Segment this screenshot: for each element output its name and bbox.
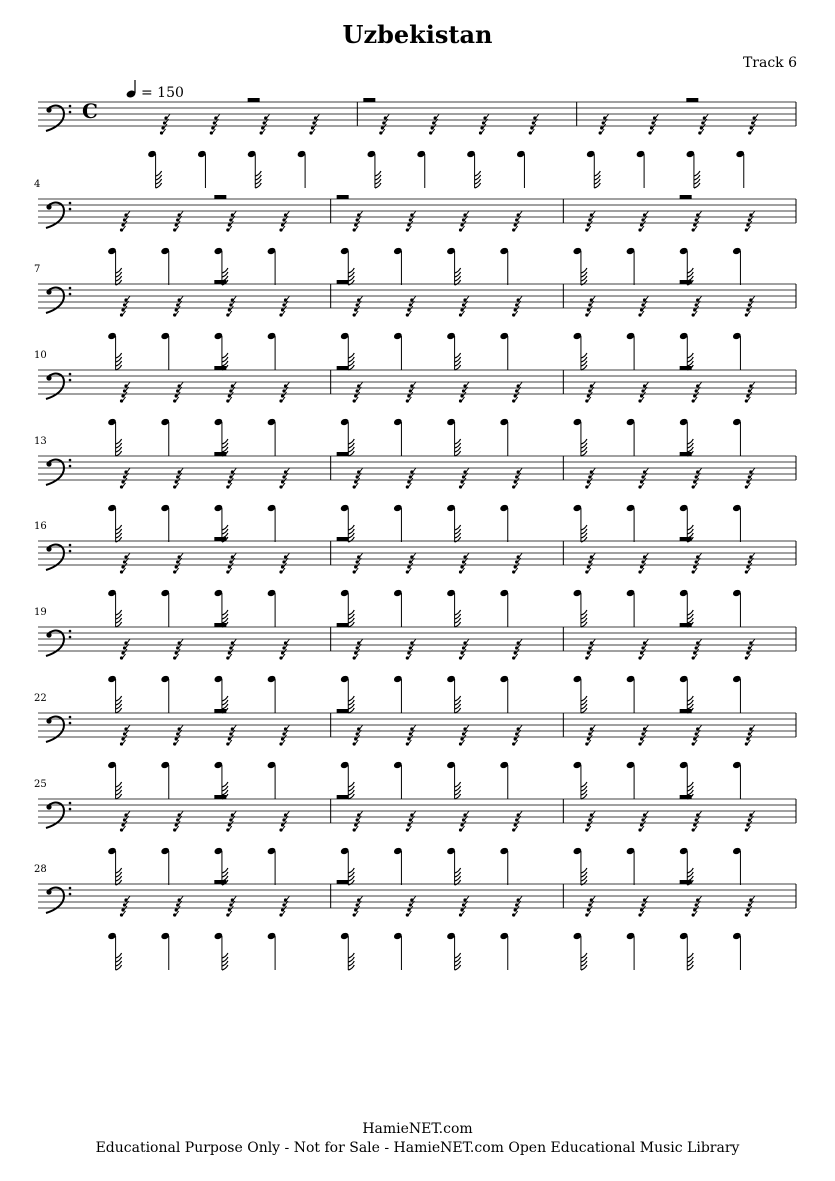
bass-clef-icon xyxy=(46,630,71,656)
bass-clef-icon xyxy=(46,202,71,228)
sixty-fourth-rest xyxy=(698,114,708,135)
sixty-fourth-rest xyxy=(379,114,389,135)
footer-note: Educational Purpose Only - Not for Sale - HamieNET.com Open Educational Music Library xyxy=(95,1140,740,1156)
sixty-fourth-rest xyxy=(279,639,289,660)
sixty-fourth-rest xyxy=(585,468,595,489)
staff-system xyxy=(34,436,796,542)
sixty-fourth-rest xyxy=(406,468,416,489)
staff-system xyxy=(34,264,796,370)
sixty-fourth-rest xyxy=(406,296,416,317)
sixty-fourth-rest xyxy=(512,725,522,746)
sixty-fourth-rest xyxy=(353,211,363,232)
sixty-fourth-rest xyxy=(585,811,595,832)
multi-rest-bar xyxy=(337,280,349,284)
sixty-fourth-rest xyxy=(429,114,439,135)
sixty-fourth-rest xyxy=(512,553,522,574)
staff-system xyxy=(34,607,796,713)
sixty-fourth-rest xyxy=(459,211,469,232)
sixty-fourth-rest xyxy=(226,468,236,489)
sixty-fourth-rest xyxy=(748,114,758,135)
sixty-fourth-rest xyxy=(353,382,363,403)
sixty-fourth-rest xyxy=(745,468,755,489)
sixty-fourth-rest xyxy=(226,811,236,832)
multi-rest-bar xyxy=(680,366,692,370)
measure-number: 28 xyxy=(34,864,47,875)
sixty-fourth-rest xyxy=(512,896,522,917)
sixty-fourth-rest xyxy=(459,725,469,746)
measure-number: 13 xyxy=(34,436,47,447)
bass-clef-icon xyxy=(46,544,71,570)
multi-rest-bar xyxy=(337,880,349,884)
staff-system xyxy=(34,521,796,627)
multi-rest-bar xyxy=(337,537,349,541)
sixty-fourth-rest xyxy=(692,211,702,232)
measure-number: 25 xyxy=(34,779,47,790)
sixty-fourth-rest xyxy=(745,382,755,403)
sixty-fourth-rest xyxy=(585,896,595,917)
bass-clef-icon xyxy=(46,287,71,313)
measure-number: 10 xyxy=(34,350,47,361)
sixty-fourth-rest xyxy=(160,114,170,135)
sixty-fourth-rest xyxy=(692,553,702,574)
sixty-fourth-rest xyxy=(226,211,236,232)
multi-rest-bar xyxy=(214,366,226,370)
sixty-fourth-rest xyxy=(512,468,522,489)
sixty-fourth-rest xyxy=(173,553,183,574)
sixty-fourth-rest xyxy=(692,639,702,660)
sixty-fourth-rest xyxy=(459,639,469,660)
sixty-fourth-rest xyxy=(692,468,702,489)
sixty-fourth-rest xyxy=(745,725,755,746)
sixty-fourth-rest xyxy=(459,811,469,832)
multi-rest-bar xyxy=(214,709,226,713)
sixty-fourth-rest xyxy=(353,553,363,574)
sixty-fourth-rest xyxy=(226,296,236,317)
sixty-fourth-rest xyxy=(406,811,416,832)
sixty-fourth-rest xyxy=(745,811,755,832)
sixty-fourth-rest xyxy=(585,211,595,232)
multi-rest-bar xyxy=(214,195,226,199)
score-title: Uzbekistan xyxy=(342,20,493,49)
sixty-fourth-rest xyxy=(512,211,522,232)
sixty-fourth-rest xyxy=(406,211,416,232)
staff-system xyxy=(34,179,796,285)
sixty-fourth-rest xyxy=(279,811,289,832)
sixty-fourth-rest xyxy=(745,211,755,232)
sixty-fourth-rest xyxy=(406,725,416,746)
sixty-fourth-rest xyxy=(279,211,289,232)
sixty-fourth-rest xyxy=(279,296,289,317)
bass-clef-icon xyxy=(46,802,71,828)
sixty-fourth-rest xyxy=(692,725,702,746)
multi-rest-bar xyxy=(214,623,226,627)
sixty-fourth-rest xyxy=(173,296,183,317)
sixty-fourth-rest xyxy=(226,639,236,660)
sixty-fourth-rest xyxy=(638,211,648,232)
sixty-fourth-rest xyxy=(459,468,469,489)
multi-rest-bar xyxy=(680,195,692,199)
measure-number: 19 xyxy=(34,607,47,618)
sixty-fourth-rest xyxy=(353,811,363,832)
sixty-fourth-rest xyxy=(479,114,489,135)
sixty-fourth-rest xyxy=(173,639,183,660)
sixty-fourth-rest xyxy=(406,382,416,403)
multi-rest-bar xyxy=(214,280,226,284)
sixty-fourth-rest xyxy=(459,296,469,317)
sixty-fourth-rest xyxy=(512,296,522,317)
multi-rest-bar xyxy=(337,195,349,199)
sixty-fourth-rest xyxy=(120,468,130,489)
sixty-fourth-rest xyxy=(692,811,702,832)
sixty-fourth-rest xyxy=(585,296,595,317)
sixty-fourth-rest xyxy=(226,725,236,746)
bass-clef-icon xyxy=(46,459,71,485)
sixty-fourth-rest xyxy=(120,896,130,917)
sixty-fourth-rest xyxy=(599,114,609,135)
sixty-fourth-rest xyxy=(120,296,130,317)
measure-number: 4 xyxy=(34,179,41,190)
sixty-fourth-rest xyxy=(353,296,363,317)
sixty-fourth-rest xyxy=(459,896,469,917)
sixty-fourth-rest xyxy=(279,896,289,917)
tempo-marking xyxy=(126,80,184,101)
sixty-fourth-rest xyxy=(638,725,648,746)
sixty-fourth-rest xyxy=(120,211,130,232)
sixty-fourth-rest xyxy=(260,114,270,135)
sixty-fourth-rest xyxy=(406,553,416,574)
sixty-fourth-rest xyxy=(638,639,648,660)
multi-rest-bar xyxy=(680,623,692,627)
sixty-fourth-rest xyxy=(406,896,416,917)
staff-system xyxy=(38,98,796,188)
time-signature: C xyxy=(82,99,98,123)
sixty-fourth-rest xyxy=(120,639,130,660)
sixty-fourth-rest xyxy=(279,382,289,403)
multi-rest-bar xyxy=(680,795,692,799)
sixty-fourth-rest xyxy=(226,553,236,574)
staff-system xyxy=(34,779,796,885)
multi-rest-bar xyxy=(680,537,692,541)
sixty-fourth-rest xyxy=(226,896,236,917)
sixty-fourth-rest xyxy=(173,382,183,403)
sixty-fourth-rest xyxy=(638,896,648,917)
sixty-fourth-rest xyxy=(512,639,522,660)
sixty-fourth-rest xyxy=(459,553,469,574)
sixty-fourth-rest xyxy=(353,639,363,660)
multi-rest-bar xyxy=(680,880,692,884)
multi-rest-bar xyxy=(214,537,226,541)
sixty-fourth-rest xyxy=(173,811,183,832)
sixty-fourth-rest xyxy=(638,468,648,489)
staff-system xyxy=(34,350,796,456)
measure-number: 16 xyxy=(34,521,47,532)
sixty-fourth-rest xyxy=(638,382,648,403)
sixty-fourth-rest xyxy=(585,553,595,574)
sixty-fourth-rest xyxy=(309,114,319,135)
measure-number: 22 xyxy=(34,693,47,704)
sixty-fourth-rest xyxy=(745,296,755,317)
multi-rest-bar xyxy=(686,98,698,102)
staff-system xyxy=(34,693,796,799)
multi-rest-bar xyxy=(363,98,375,102)
sixty-fourth-rest xyxy=(173,725,183,746)
sixty-fourth-rest xyxy=(529,114,539,135)
sixty-fourth-rest xyxy=(279,725,289,746)
multi-rest-bar xyxy=(680,709,692,713)
sixty-fourth-rest xyxy=(638,811,648,832)
bass-clef-icon xyxy=(46,716,71,742)
tempo-value: = 150 xyxy=(141,85,184,101)
bass-clef-icon xyxy=(46,105,71,131)
sixty-fourth-rest xyxy=(638,553,648,574)
sixty-fourth-rest xyxy=(120,811,130,832)
sixty-fourth-rest xyxy=(692,896,702,917)
bass-clef-icon xyxy=(46,887,71,913)
sixty-fourth-rest xyxy=(279,468,289,489)
multi-rest-bar xyxy=(337,795,349,799)
sixty-fourth-rest xyxy=(353,725,363,746)
footer-site: HamieNET.com xyxy=(362,1121,473,1137)
multi-rest-bar xyxy=(337,366,349,370)
sixty-fourth-rest xyxy=(745,553,755,574)
multi-rest-bar xyxy=(248,98,260,102)
sixty-fourth-rest xyxy=(585,639,595,660)
sixty-fourth-rest xyxy=(745,896,755,917)
sixty-fourth-rest xyxy=(459,382,469,403)
sixty-fourth-rest xyxy=(638,296,648,317)
sixty-fourth-rest xyxy=(173,211,183,232)
bass-clef-icon xyxy=(46,373,71,399)
sixty-fourth-rest xyxy=(692,296,702,317)
measure-number: 7 xyxy=(34,264,41,275)
sixty-fourth-rest xyxy=(585,382,595,403)
sixty-fourth-rest xyxy=(648,114,658,135)
sixty-fourth-rest xyxy=(173,468,183,489)
sixty-fourth-rest xyxy=(745,639,755,660)
staff-system xyxy=(34,864,796,970)
sixty-fourth-rest xyxy=(406,639,416,660)
sixty-fourth-rest xyxy=(120,553,130,574)
multi-rest-bar xyxy=(214,795,226,799)
sixty-fourth-rest xyxy=(120,725,130,746)
multi-rest-bar xyxy=(337,452,349,456)
sixty-fourth-rest xyxy=(512,811,522,832)
sixty-fourth-rest xyxy=(353,896,363,917)
multi-rest-bar xyxy=(680,452,692,456)
multi-rest-bar xyxy=(214,452,226,456)
sixty-fourth-rest xyxy=(226,382,236,403)
sixty-fourth-rest xyxy=(120,382,130,403)
sixty-fourth-rest xyxy=(692,382,702,403)
sixty-fourth-rest xyxy=(173,896,183,917)
sixty-fourth-rest xyxy=(279,553,289,574)
multi-rest-bar xyxy=(214,880,226,884)
sixty-fourth-rest xyxy=(585,725,595,746)
multi-rest-bar xyxy=(337,623,349,627)
track-label: Track 6 xyxy=(742,55,797,71)
sixty-fourth-rest xyxy=(210,114,220,135)
sixty-fourth-rest xyxy=(512,382,522,403)
sixty-fourth-rest xyxy=(353,468,363,489)
multi-rest-bar xyxy=(680,280,692,284)
multi-rest-bar xyxy=(337,709,349,713)
